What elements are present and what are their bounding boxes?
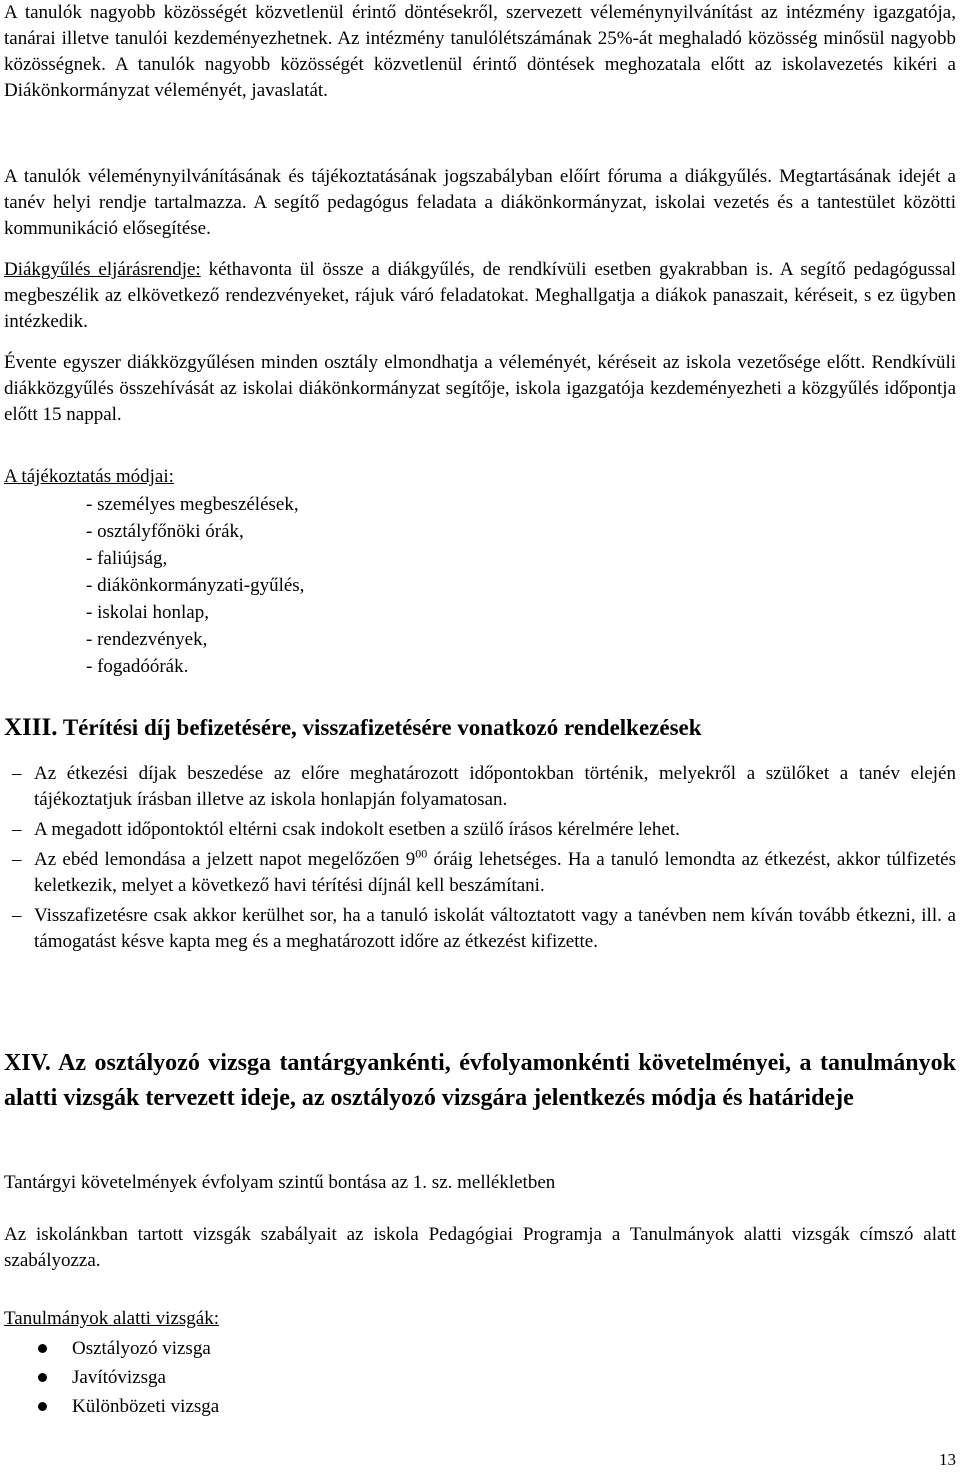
list-item-text: Osztályozó vizsga (72, 1338, 211, 1359)
section-13-heading (4, 714, 702, 742)
paragraph-annual-assembly: Évente egyszer diákközgyűlésen minden osztály elmondhatja a véleményét, kéréseit az iskola vezetősége előtt. Rendkívüli diákközgyűlés összehívását az iskolai diákönkormányzat segítője, iskola igazgatója kezdeményezheti a közgyűlés időpontja előtt 15 nappal. (4, 352, 956, 425)
list-item: - osztályfőnöki órák, (86, 519, 304, 546)
paragraph-student-forum: A tanulók véleménynyilvánításának és tájékoztatásának jogszabályban előírt fóruma a diákgyűlés. Megtartásának idejét a tanév helyi rendje tartalmazza. A segítő pedagógus feladata a diákönkormányzat, iskolai vezetés és a tantestület közötti kommunikáció elősegítése. (4, 166, 956, 239)
fee-rules (4, 761, 956, 985)
bullet-icon (38, 1402, 47, 1411)
fee-rule-text: Az ebéd lemondása a jelzett napot megelőzően $9^{00}$ óráig lehetséges. Ha a tanuló lemondta az étkezést, akkor túlfizetés keletkezik, melyet a következő havi térítési díjnál kell beszámítani. (34, 846, 956, 896)
fee-rule-text: Visszafizetésre csak akkor kerülhet sor, ha a tanuló iskolát változtatott vagy a tanévben nem kíván tovább étkezni, ill. a támogatást késve kapta meg és a meghatározott időre az étkezést kifizette. (34, 905, 956, 952)
list-item-text: Javítóvizsga (72, 1367, 166, 1388)
bullet-icon (38, 1373, 47, 1382)
list-item: - rendezvények, (86, 627, 304, 654)
paragraph-community-decisions: A tanulók nagyobb közösségét közvetlenül érintő döntésekről, szervezett véleménynyilvánítást az intézmény igazgatója, tanárai illetve tanulói kezdeményezhetnek. Az intézmény tanulólétszámának 25%-át meghaladó közösség minősül nagyobb közösségnek. A tanulók nagyobb közösségét közvetlenül érintő döntések meghozatala előtt az iskolavezetés kikéri a Diákönkormányzat véleményét, javaslatát. (4, 2, 956, 101)
list-item: - diákönkormányzati-gyűlés, (86, 573, 304, 600)
section-14-number: XIV. (4, 1050, 51, 1076)
section-14-title: Az osztályozó vizsga tantárgyankénti, évfolyamonkénti követelményei, a tanulmányok alatti vizsgák tervezett ideje, az osztályozó vizsgára jelentkezés módja és határideje (4, 1050, 956, 1111)
paragraph-procedure (4, 257, 956, 335)
fee-rule-text: A megadott időpontoktól eltérni csak indokolt esetben a szülő írásos kérelmére lehet. (34, 819, 680, 840)
fee-rule: – A megadott időpontoktól eltérni csak indokolt esetben a szülő írásos kérelmére lehet. (4, 817, 956, 843)
list-item (38, 1365, 219, 1394)
bullet-icon (38, 1344, 47, 1353)
list-item: - személyes megbeszélések, (86, 492, 304, 519)
list-item-text: Különbözeti vizsga (72, 1396, 220, 1417)
list-item: - fogadóórák. (86, 654, 304, 681)
exams-heading: Tanulmányok alatti vizsgák: (4, 1308, 220, 1329)
fee-rule: – Az ebéd lemondása a jelzett napot megelőzően $9^{00}$ óráig lehetséges. Ha a tanuló lemondta az étkezést, akkor túlfizetés keletkezik, melyet a következő havi térítési díjnál kell beszámítani. (4, 847, 956, 899)
info-heading: A tájékoztatás módjai: (4, 466, 174, 487)
fee-rule-text: Az étkezési díjak beszedése az előre meghatározott időpontokban történik, melyekről a szülőket a tanév elején tájékoztatjuk írásban illetve az iskola honlapján folyamatosan. (34, 763, 956, 810)
list-item: - iskolai honlap, (86, 600, 304, 627)
list-item (38, 1394, 219, 1423)
paragraph-requirements: Tantárgyi követelmények évfolyam szintű bontása az 1. sz. mellékletben (4, 1172, 556, 1193)
section-14-heading (4, 1046, 956, 1116)
exams-list (38, 1336, 219, 1423)
procedure-label: Diákgyűlés eljárásrendje: (4, 259, 201, 280)
info-list (86, 492, 304, 681)
paragraph-exam-rules: Az iskolánkban tartott vizsgák szabályait az iskola Pedagógiai Programja a Tanulmányok alatti vizsgák címszó alatt szabályozza. (4, 1224, 956, 1271)
page-number: 13 (939, 1450, 956, 1469)
list-item: - faliújság, (86, 546, 304, 573)
list-item (38, 1336, 219, 1365)
section-13-number: XIII. (4, 714, 58, 741)
fee-rule: – Az étkezési díjak beszedése az előre meghatározott időpontokban történik, melyekről a szülőket a tanév elején tájékoztatjuk írásban illetve az iskola honlapján folyamatosan. (4, 761, 956, 813)
section-13-title: Térítési díj befizetésére, visszafizetésére vonatkozó rendelkezések (62, 715, 702, 740)
procedure-text: kéthavonta ül össze a diákgyűlés, de rendkívüli esetben gyakrabban is. A segítő pedagógussal megbeszélik az elkövetkező rendezvényeket, rájuk váró feladatokat. Meghallgatja a diákok panaszait, kéréseit, s ez ügyben intézkedik. (4, 259, 956, 332)
fee-rule: – Visszafizetésre csak akkor kerülhet sor, ha a tanuló iskolát változtatott vagy a tanévben nem kíván tovább étkezni, ill. a támogatást késve kapta meg és a meghatározott időre az étkezést kifizette. (4, 903, 956, 981)
